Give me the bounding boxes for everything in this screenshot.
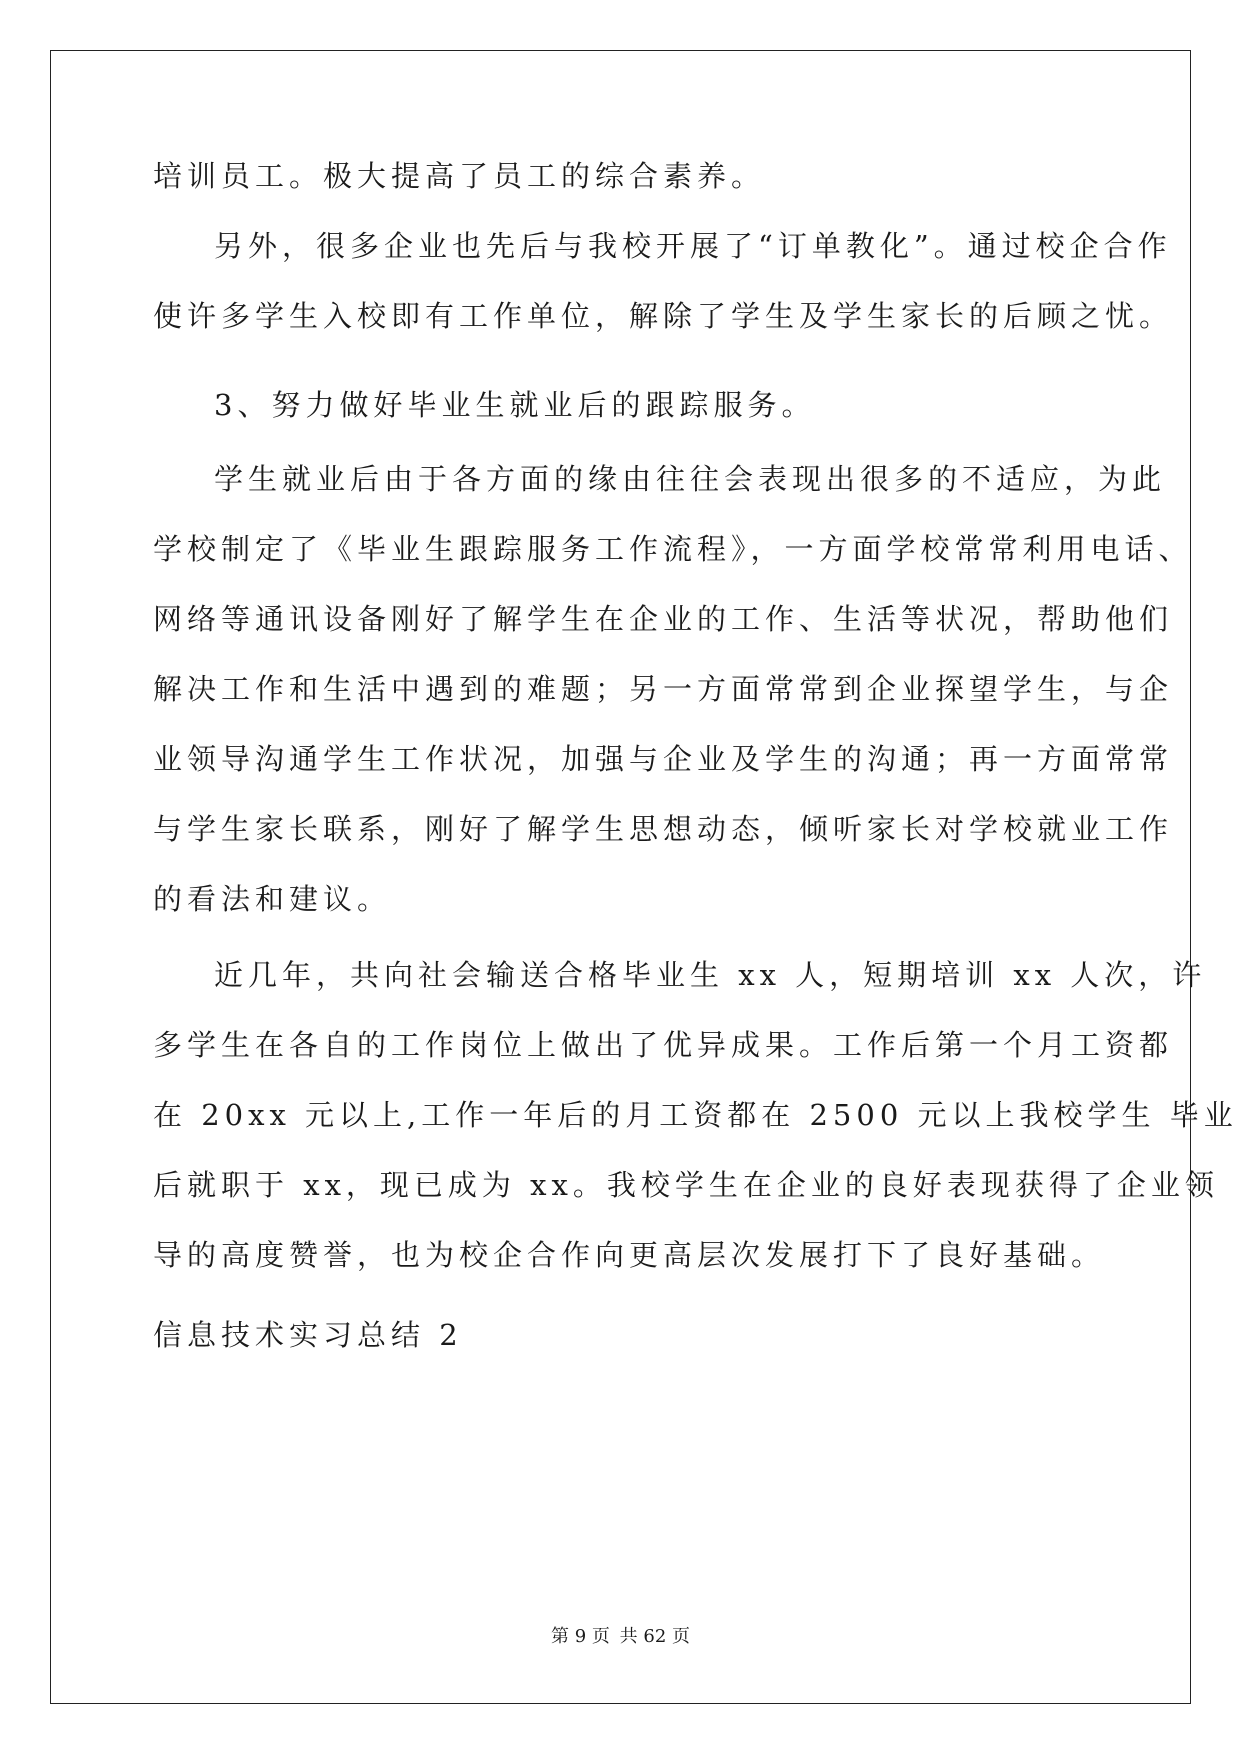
text-line: 3、努力做好毕业生就业后的跟踪服务。: [214, 388, 816, 422]
text-line: 业领导沟通学生工作状况，加强与企业及学生的沟通；再一方面常常: [153, 742, 1174, 776]
total-pages: 共 62 页: [619, 1626, 690, 1647]
text-line: 解决工作和生活中遇到的难题；另一方面常常到企业探望学生，与企: [153, 672, 1174, 706]
text-line: 导的高度赞誉，也为校企合作向更高层次发展打下了良好基础。: [153, 1238, 1106, 1272]
text-line: 的看法和建议。: [153, 882, 392, 916]
page-footer: [0, 1622, 1241, 1648]
text-line: 培训员工。极大提高了员工的综合素养。: [153, 159, 766, 193]
text-line: 后就职于 xx，现已成为 xx。我校学生在企业的良好表现获得了企业领: [153, 1168, 1219, 1202]
text-line: 学校制定了《毕业生跟踪服务工作流程》，一方面学校常常利用电话、: [153, 532, 1193, 566]
text-line: 近几年，共向社会输送合格毕业生 xx 人，短期培训 xx 人次，许: [214, 958, 1207, 992]
text-line: 另外，很多企业也先后与我校开展了“订单教化”。通过校企合作: [214, 229, 1172, 263]
text-line: 使许多学生入校即有工作单位，解除了学生及学生家长的后顾之忧。: [153, 299, 1174, 333]
section-heading: 信息技术实习总结 2: [153, 1318, 463, 1352]
page-number: 第 9 页: [551, 1626, 610, 1647]
text-line: 与学生家长联系，刚好了解学生思想动态，倾听家长对学校就业工作: [153, 812, 1174, 846]
text-line: 网络等通讯设备刚好了解学生在企业的工作、生活等状况，帮助他们: [153, 602, 1174, 636]
text-line: 在 20xx 元以上,工作一年后的月工资都在 2500 元以上我校学生 毕业: [153, 1098, 1238, 1132]
text-line: 多学生在各自的工作岗位上做出了优异成果。工作后第一个月工资都: [153, 1028, 1174, 1062]
text-line: 学生就业后由于各方面的缘由往往会表现出很多的不适应，为此: [214, 462, 1167, 496]
